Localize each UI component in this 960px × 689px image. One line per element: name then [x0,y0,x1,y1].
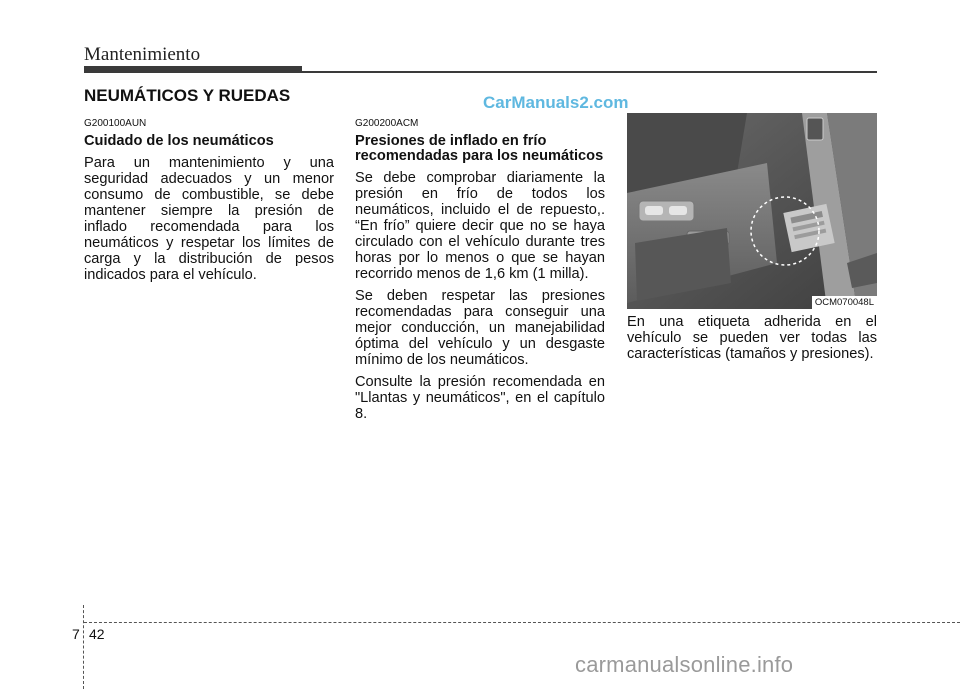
paragraph: En una etiqueta adherida en el vehículo se pueden ver todas las características (tamaños y presiones). [627,314,877,362]
paragraph: Para un mantenimiento y una seguridad adecuados y un menor consumo de combustible, se debe mantener siempre la presión de inflado recomendada para los neumáticos y respetar los límites de carga y la distribución de pesos indicados para el vehículo. [84,155,334,283]
chapter-number: 7 [72,626,80,642]
column-1 [84,118,334,289]
door-pillar-illustration [627,113,877,309]
section-title: NEUMÁTICOS Y RUEDAS [84,86,291,105]
column-3 [627,314,877,368]
footer-vertical-rule [83,605,84,689]
section-code: G200200ACM [355,118,419,129]
paragraph: Se debe comprobar diariamente la presión en frío de todos los neumáticos, incluido el de repuesto,. “En frío” quiere decir que no se haya circulado con el vehículo durante tres horas por lo menos o que se hayan recorrido menos de 1,6 km (1 milla). [355,170,605,282]
paragraph: Consulte la presión recomendada en "Llantas y neumáticos", en el capítulo 8. [355,374,605,422]
watermark-bottom[interactable]: carmanualsonline.info [575,652,794,677]
header-rule [84,71,877,73]
footer-horizontal-rule [84,622,960,623]
page-number: 42 [89,626,105,642]
column-2 [355,118,605,428]
subsection-heading: Presiones de inflado en frío recomendadas para los neumáticos [355,133,604,164]
image-code-label: OCM070048L [812,296,877,309]
watermark-top[interactable]: CarManuals2.com [483,93,629,112]
door-pillar-photo [627,113,877,309]
running-header: Mantenimiento [84,44,201,65]
subsection-heading: Cuidado de los neumáticos [84,133,274,149]
section-code: G200100AUN [84,118,147,129]
paragraph: Se deben respetar las presiones recomendadas para conseguir una mejor conducción, un manejabilidad óptima del vehículo y un desgaste mínimo de los neumáticos. [355,288,605,368]
